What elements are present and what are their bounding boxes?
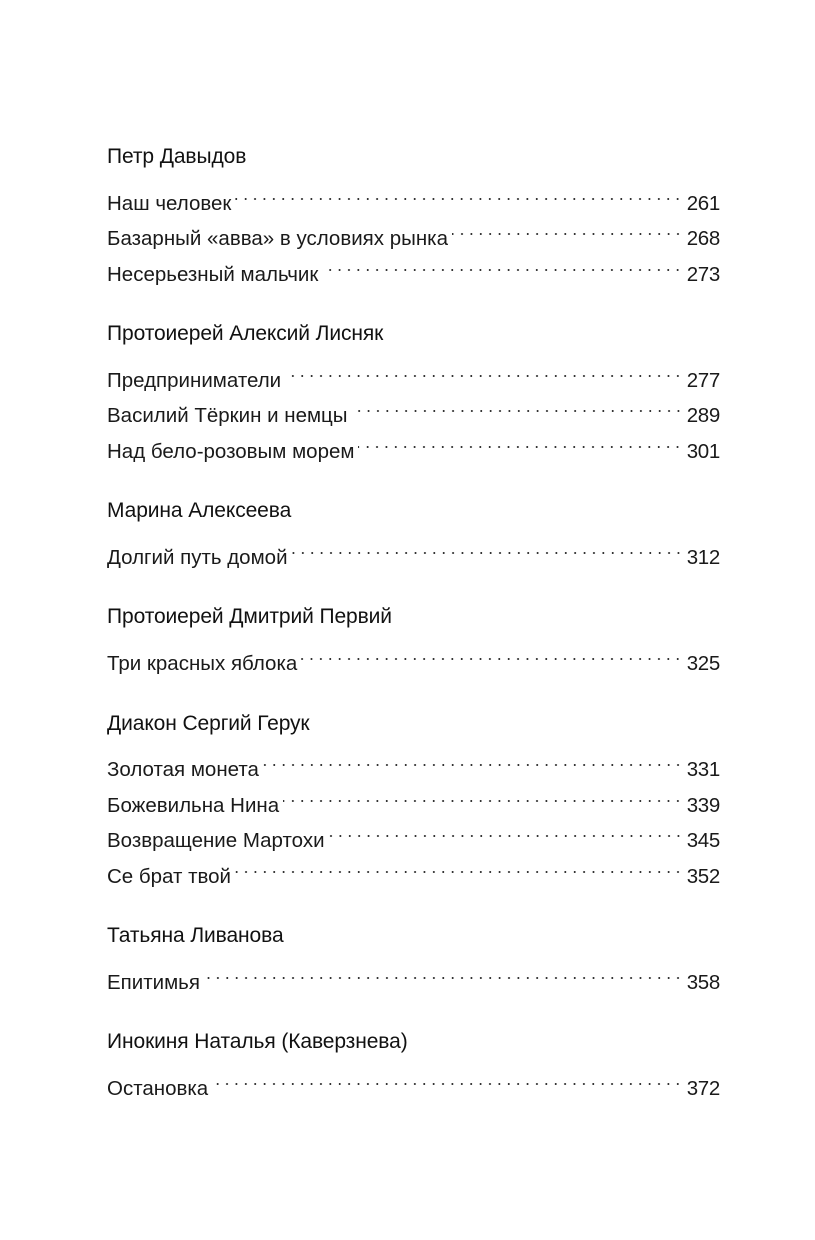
author-heading: Протоиерей Дмитрий Первий — [107, 605, 392, 629]
entry-page-number: 331 — [686, 758, 720, 782]
author-heading: Инокиня Наталья (Каверзнева) — [107, 1030, 408, 1054]
dot-leader — [212, 1060, 682, 1095]
entry-title: Три красных яблока — [107, 652, 298, 676]
entry-page-number: 273 — [686, 262, 720, 286]
toc-entry[interactable] — [107, 1060, 720, 1101]
author-heading: Марина Алексеева — [107, 499, 292, 523]
entry-page-number: 301 — [686, 439, 720, 463]
dot-leader — [301, 635, 682, 670]
entry-title: Наш человек — [107, 191, 232, 215]
toc-section — [107, 139, 720, 286]
entry-page-number: 268 — [686, 227, 720, 251]
toc-entry[interactable] — [107, 351, 720, 392]
entry-title: Епитимья — [107, 970, 200, 994]
toc-section — [107, 1024, 720, 1101]
dot-leader — [204, 954, 683, 989]
dot-leader — [235, 174, 682, 209]
author-heading: Диакон Сергий Герук — [107, 711, 310, 735]
author-heading: Петр Давыдов — [107, 145, 247, 168]
toc-section — [107, 599, 720, 676]
entry-page-number: 345 — [686, 829, 720, 853]
entry-page-number: 289 — [686, 404, 720, 428]
dot-leader — [352, 387, 683, 422]
toc-entry[interactable] — [107, 635, 720, 676]
table-of-contents — [107, 139, 720, 1131]
author-heading: Протоиерей Алексий Лисняк — [107, 322, 384, 346]
entry-title: Остановка — [107, 1077, 209, 1101]
dot-leader — [235, 847, 683, 882]
toc-section — [107, 706, 720, 888]
dot-leader — [358, 422, 682, 457]
toc-section — [107, 316, 720, 463]
toc-section — [107, 918, 720, 994]
entry-title: Предприниматели — [107, 368, 282, 392]
dot-leader — [283, 776, 683, 811]
entry-page-number: 339 — [686, 793, 720, 817]
dot-leader — [263, 741, 683, 776]
toc-section — [107, 493, 720, 569]
dot-leader — [452, 210, 683, 245]
toc-entry[interactable] — [107, 529, 720, 569]
entry-page-number: 312 — [686, 545, 720, 569]
author-heading: Татьяна Ливанова — [107, 924, 284, 948]
entry-title: Се брат твой — [107, 864, 231, 888]
entry-page-number: 352 — [686, 864, 720, 888]
entry-title: Несерьезный мальчик — [107, 262, 319, 286]
entry-page-number: 325 — [686, 652, 720, 676]
entry-title: Возвращение Мартохи — [107, 829, 325, 853]
dot-leader — [322, 245, 682, 280]
entry-title: Долгий путь домой — [107, 545, 288, 569]
entry-title: Золотая монета — [107, 758, 259, 782]
dot-leader — [285, 351, 683, 386]
entry-page-number: 277 — [686, 368, 720, 392]
entry-title: Божевильна Нина — [107, 793, 280, 817]
entry-title: Базарный «авва» в условиях рынка — [107, 227, 448, 251]
entry-title: Над бело-розовым морем — [107, 439, 355, 463]
toc-entry[interactable] — [107, 954, 720, 994]
dot-leader — [329, 812, 683, 847]
entry-page-number: 261 — [686, 191, 720, 215]
entry-page-number: 372 — [686, 1077, 720, 1101]
toc-entry[interactable] — [107, 741, 720, 782]
entry-title: Василий Тёркин и немцы — [107, 404, 348, 428]
entry-page-number: 358 — [686, 970, 720, 994]
toc-entry[interactable] — [107, 174, 720, 215]
dot-leader — [292, 529, 683, 564]
